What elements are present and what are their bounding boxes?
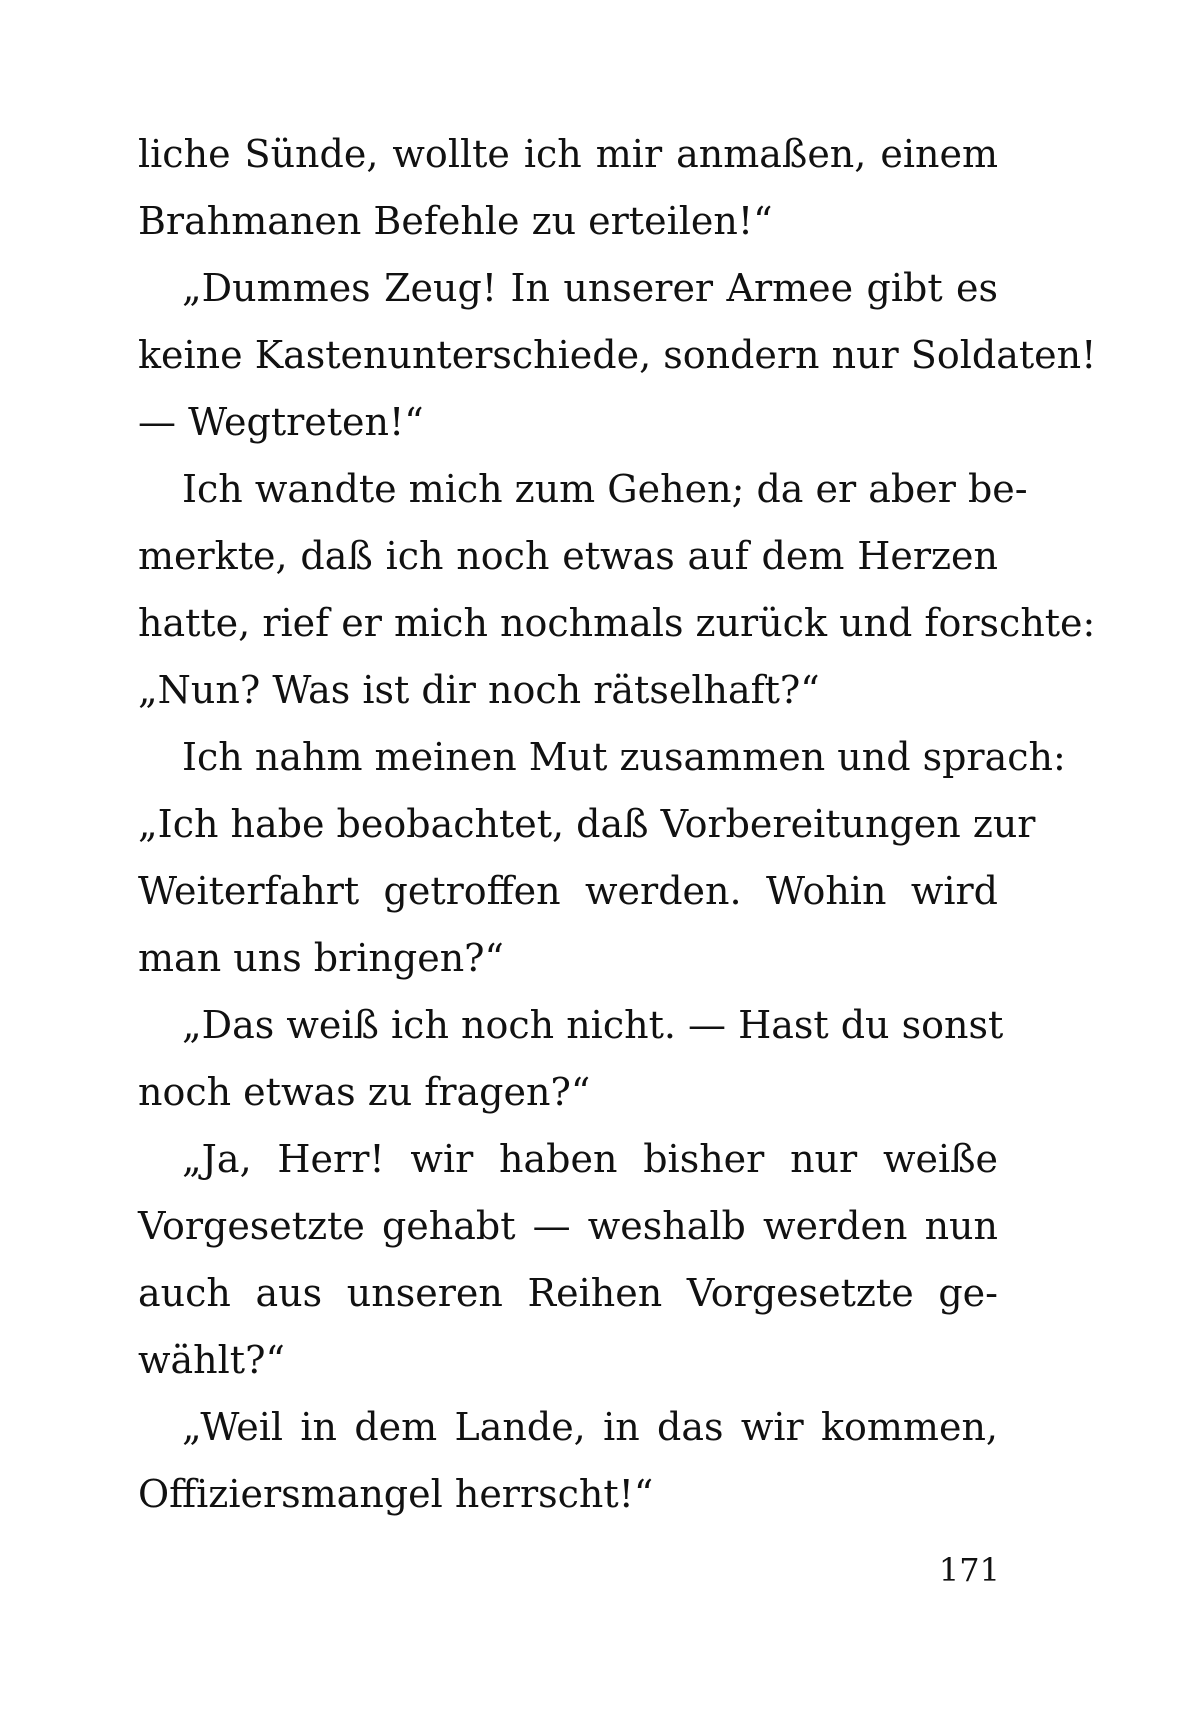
text-line-20: „Weil in dem Lande, in das wir kommen, bbox=[182, 1405, 998, 1449]
text-line-15: noch etwas zu fragen?“ bbox=[138, 1070, 591, 1114]
text-line-10: Ich nahm meinen Mut zusammen und sprach: bbox=[182, 735, 1066, 779]
page-number: 171 bbox=[938, 1551, 1000, 1589]
text-line-14: „Das weiß ich noch nicht. — Hast du sonst bbox=[182, 1003, 1004, 1047]
text-line-13: man uns bringen?“ bbox=[138, 936, 504, 980]
text-line-17: Vorgesetzte gehabt — weshalb werden nun bbox=[138, 1204, 998, 1248]
text-line-11: „Ich habe beobachtet, daß Vorbereitungen zur bbox=[138, 802, 1036, 846]
text-line-8: hatte, rief er mich nochmals zurück und forschte: bbox=[138, 601, 1096, 645]
text-line-2: Brahmanen Befehle zu erteilen!“ bbox=[138, 199, 773, 243]
text-line-12: Weiterfahrt getroffen werden. Wohin wird bbox=[138, 869, 998, 913]
text-line-7: merkte, daß ich noch etwas auf dem Herzen bbox=[138, 534, 998, 578]
text-line-9: „Nun? Was ist dir noch rätselhaft?“ bbox=[138, 668, 820, 712]
text-line-21: Offiziersmangel herrscht!“ bbox=[138, 1472, 654, 1516]
text-line-16: „Ja, Herr! wir haben bisher nur weiße bbox=[182, 1137, 998, 1181]
text-line-3: „Dummes Zeug! In unserer Armee gibt es bbox=[182, 266, 998, 310]
text-line-18: auch aus unseren Reihen Vorgesetzte ge- bbox=[138, 1271, 998, 1315]
text-line-4: keine Kastenunterschiede, sondern nur Soldaten! bbox=[138, 333, 1097, 377]
text-line-5: — Wegtreten!“ bbox=[138, 400, 424, 444]
text-line-6: Ich wandte mich zum Gehen; da er aber be- bbox=[182, 467, 1028, 511]
text-line-1: liche Sünde, wollte ich mir anmaßen, einem bbox=[138, 132, 998, 176]
text-line-19: wählt?“ bbox=[138, 1338, 285, 1382]
